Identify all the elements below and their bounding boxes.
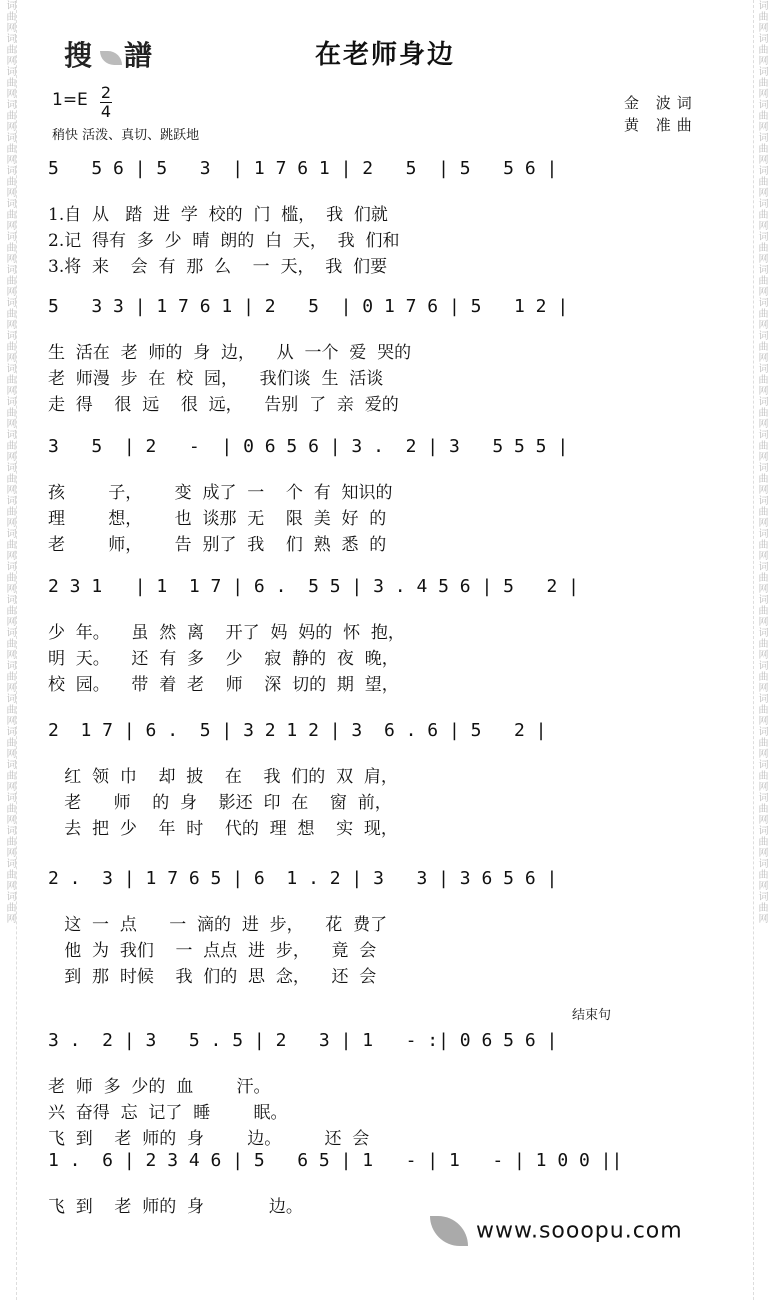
lyric-line: 2.记 得有 多 少 晴 朗的 白 天， 我 们和: [48, 231, 400, 251]
brand-right-char: 譜: [124, 39, 159, 72]
site-watermark: [430, 1216, 683, 1246]
lyric-line: 老 师漫 步 在 校 园， 我们谈 生 活谈: [48, 369, 384, 389]
lyric-line: 老 师 多 少的 血 汗。: [48, 1077, 271, 1097]
notation-row: 3 5 | 2 - | 0 6 5 6 | 3 . 2 | 3 5 5 5 |: [48, 436, 569, 457]
time-bottom: 4: [100, 102, 112, 121]
notation-row: 3 . 2 | 3 5 . 5 | 2 3 | 1 - :| 0 6 5 6 |: [48, 1030, 558, 1051]
notation-row: 2 3 1 | 1 1 7 | 6 . 5 5 | 3 . 4 5 6 | 5 2 |: [48, 576, 580, 597]
brand-left-char: 搜: [64, 39, 99, 72]
notation-row: 2 1 7 | 6 . 5 | 3 2 1 2 | 3 6 . 6 | 5 2 |: [48, 720, 547, 741]
notation-row: 5 3 3 | 1 7 6 1 | 2 5 | 0 1 7 6 | 5 1 2 |: [48, 296, 569, 317]
notation-row: 5 5 6 | 5 3 | 1 7 6 1 | 2 5 | 5 5 6 |: [48, 158, 558, 179]
lyric-line: 生 活在 老 师的 身 边， 从 一个 爱 哭的: [48, 343, 412, 363]
leaf-logo-icon: [430, 1216, 468, 1246]
lyric-line: 少 年。 虽 然 离 开了 妈 妈的 怀 抱，: [48, 623, 405, 643]
lyric-line: 这 一 点 一 滴的 进 步， 花 费了: [48, 915, 388, 935]
lyric-line: 到 那 时候 我 们的 思 念， 还 会: [48, 967, 377, 987]
lyric-line: 他 为 我们 一 点点 进 步， 竟 会: [48, 941, 377, 961]
key-signature: 1=E: [52, 90, 88, 110]
site-url: www.sooopu.com: [476, 1218, 683, 1244]
lyric-line: 红 领 巾 却 披 在 我 们的 双 肩，: [48, 767, 398, 787]
credits: [624, 92, 698, 136]
lyric-line: 去 把 少 年 时 代的 理 想 实 现，: [48, 819, 398, 839]
lyric-line: 飞 到 老 师的 身 边。: [48, 1197, 303, 1217]
lyric-line: 孩 子， 变 成了 一 个 有 知识的: [48, 483, 393, 503]
ending-label: 结束句: [572, 1008, 612, 1023]
right-watermark-strip: 词曲网词曲网词曲网词曲网词曲网词曲网词曲网词曲网词曲网词曲网词曲网词曲网词曲网词曲网词曲网词曲网词曲网词曲网词曲网词曲网词曲网词曲网词曲网词曲网词曲网词曲网词曲网词曲网: [753, 0, 768, 1300]
lyric-line: 明 天。 还 有 多 少 寂 静的 夜 晚，: [48, 649, 399, 669]
notation-row: 2 . 3 | 1 7 6 5 | 6 1 . 2 | 3 3 | 3 6 5 6 |: [48, 868, 558, 889]
lyric-line: 1.自 从 踏 进 学 校的 门 槛， 我 们就: [48, 205, 388, 225]
time-signature: [100, 84, 112, 121]
lyric-line: 老 师， 告 别了 我 们 熟 悉 的: [48, 535, 387, 555]
lyric-line: 兴 奋得 忘 记了 睡 眠。: [48, 1103, 288, 1123]
lyric-line: 3.将 来 会 有 那 么 一 天， 我 们要: [48, 257, 388, 277]
lyric-line: 校 园。 带 着 老 师 深 切的 期 望，: [48, 675, 399, 695]
page-title: 在老师身边: [314, 40, 455, 70]
lyric-line: 理 想， 也 谈那 无 限 美 好 的: [48, 509, 387, 529]
lyric-line: 走 得 很 远 很 远， 告别 了 亲 爱的: [48, 395, 399, 415]
tempo-marking: 稍快 活泼、真切、跳跃地: [52, 128, 200, 143]
notation-row: 1 . 6 | 2 3 4 6 | 5 6 5 | 1 - | 1 - | 1 0 0 ||: [48, 1150, 623, 1171]
composer-credit: 黄 准曲: [624, 116, 698, 134]
lyricist-credit: 金 波词: [624, 94, 698, 112]
left-watermark-strip: 词曲网词曲网词曲网词曲网词曲网词曲网词曲网词曲网词曲网词曲网词曲网词曲网词曲网词曲网词曲网词曲网词曲网词曲网词曲网词曲网词曲网词曲网词曲网词曲网词曲网词曲网词曲网词曲网: [2, 0, 17, 1300]
lyric-line: 老 师 的 身 影还 印 在 窗 前，: [48, 793, 392, 813]
lyric-line: 飞 到 老 师的 身 边。 还 会: [48, 1129, 370, 1149]
time-top: 2: [100, 83, 112, 102]
